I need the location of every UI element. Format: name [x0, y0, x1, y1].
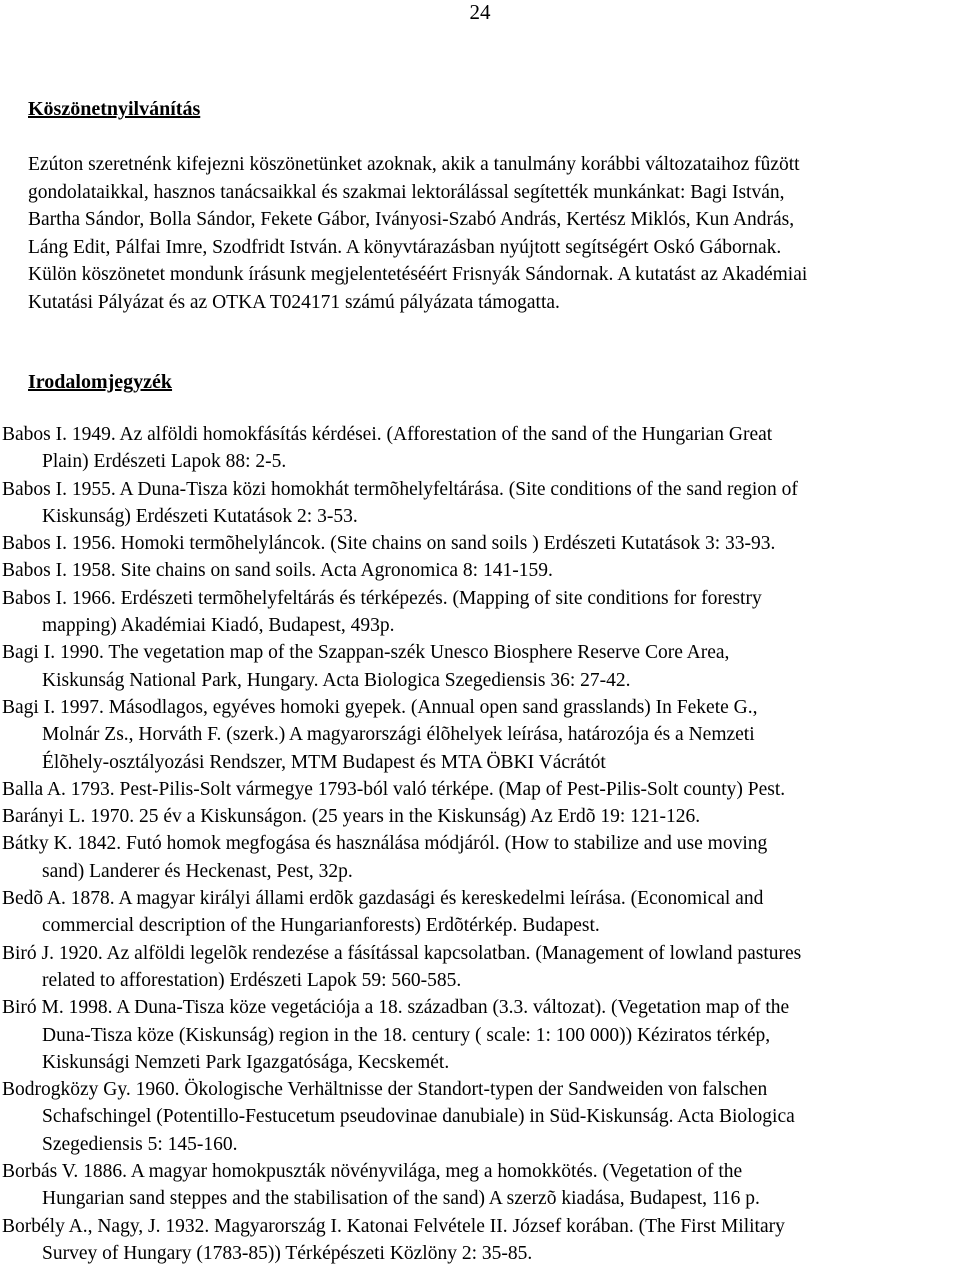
reference-entry — [0, 830, 960, 885]
reference-entry — [0, 476, 960, 531]
reference-line-continued: Duna-Tisza köze (Kiskunság) region in the 18. century ( scale: 1: 100 000)) Kéziratos térkép, — [42, 1024, 771, 1046]
reference-line: Bagi I. 1990. The vegetation map of the Szappan-szék Unesco Biosphere Reserve Core Area, — [2, 642, 730, 664]
acknowledgements-heading: Köszönetnyilvánítás — [28, 98, 201, 120]
reference-line-continued: Kiskunság National Park, Hungary. Acta Biologica Szegediensis 36: 27-42. — [42, 669, 631, 691]
reference-line: Bátky K. 1842. Futó homok megfogása és használása módjáról. (How to stabilize and use moving — [2, 833, 768, 855]
reference-line: Biró J. 1920. Az alföldi legelõk rendezése a fásítással kapcsolatban. (Management of lowland pastures — [2, 942, 802, 964]
reference-entry — [0, 530, 960, 557]
reference-entry — [0, 1158, 960, 1213]
reference-entry — [0, 639, 960, 694]
reference-line: Biró M. 1998. A Duna-Tisza köze vegetációja a 18. században (3.3. változat). (Vegetation map of the — [2, 997, 790, 1019]
reference-entry — [0, 421, 960, 476]
reference-line-continued: Survey of Hungary (1783-85)) Térképészeti Közlöny 2: 35-85. — [42, 1242, 533, 1264]
acknowledgements-line: Külön köszönetet mondunk írásunk megjelentetéséért Frisnyák Sándornak. A kutatást az Akadémiai — [28, 264, 808, 286]
reference-line: Bedõ A. 1878. A magyar királyi állami erdõk gazdasági és kereskedelmi leírása. (Economical and — [2, 888, 764, 910]
reference-line-continued: Molnár Zs., Horváth F. (szerk.) A magyarországi élõhelyek leírása, határozója és a Nemzeti — [42, 724, 755, 746]
reference-entry — [0, 940, 960, 995]
reference-line: Babos I. 1966. Erdészeti termõhelyfeltárás és térképezés. (Mapping of site conditions for forestry — [2, 587, 762, 609]
acknowledgements-line: Kutatási Pályázat és az OTKA T024171 számú pályázata támogatta. — [28, 291, 560, 313]
references-heading: Irodalomjegyzék — [28, 371, 173, 393]
reference-entry — [0, 1213, 960, 1267]
reference-line-continued: Schafschingel (Potentillo-Festucetum pseudovinae danubiale) in Süd-Kiskunság. Acta Biologica — [42, 1106, 795, 1128]
reference-entry — [0, 585, 960, 640]
reference-line: Borbás V. 1886. A magyar homokpuszták növényvilága, meg a homokkötés. (Vegetation of the — [2, 1161, 743, 1183]
reference-entry — [0, 994, 960, 1076]
reference-line: Balla A. 1793. Pest-Pilis-Solt vármegye 1793-ból való térképe. (Map of Pest-Pilis-Solt county) Pest. — [2, 778, 786, 800]
reference-line: Barányi L. 1970. 25 év a Kiskunságon. (25 years in the Kiskunság) Az Erdõ 19: 121-126. — [2, 806, 701, 828]
reference-entry — [0, 1076, 960, 1158]
reference-entry — [0, 776, 960, 803]
reference-line-continued: sand) Landerer és Heckenast, Pest, 32p. — [42, 860, 353, 882]
reference-line: Bagi I. 1997. Másodlagos, egyéves homoki gyepek. (Annual open sand grasslands) In Fekete G., — [2, 696, 758, 718]
reference-line-continued: Hungarian sand steppes and the stabilisation of the sand) A szerzõ kiadása, Budapest, 116 p. — [42, 1188, 760, 1210]
reference-entry — [0, 694, 960, 776]
reference-entry — [0, 803, 960, 830]
reference-line-continued: commercial description of the Hungarianforests) Erdõtérkép. Budapest. — [42, 915, 600, 937]
reference-line-continued: Kiskunság) Erdészeti Kutatások 2: 3-53. — [42, 505, 358, 527]
reference-entry — [0, 885, 960, 940]
reference-line-continued: mapping) Akadémiai Kiadó, Budapest, 493p. — [42, 615, 395, 637]
page-number: 24 — [469, 0, 491, 24]
reference-entry — [0, 557, 960, 584]
reference-line: Borbély A., Nagy, J. 1932. Magyarország I. Katonai Felvétele II. József korában. (The First Military — [2, 1215, 785, 1237]
acknowledgements-paragraph — [28, 151, 958, 317]
reference-line: Babos I. 1949. Az alföldi homokfásítás kérdései. (Afforestation of the sand of the Hungarian Great — [2, 424, 773, 445]
reference-line: Babos I. 1956. Homoki termõhelyláncok. (Site chains on sand soils ) Erdészeti Kutatások 3: 33-93. — [2, 533, 776, 555]
acknowledgements-line: Bartha Sándor, Bolla Sándor, Fekete Gábor, Iványosi-Szabó András, Kertész Miklós, Kun András, — [28, 209, 795, 231]
reference-line-continued: Szegediensis 5: 145-160. — [42, 1133, 238, 1155]
reference-line: Babos I. 1955. A Duna-Tisza közi homokhát termõhelyfeltárása. (Site conditions of the sand region of — [2, 478, 798, 500]
reference-list — [0, 421, 960, 1267]
acknowledgements-line: gondolataikkal, hasznos tanácsaikkal és szakmai lektorálással segítették munkánkat: Bagi István, — [28, 181, 785, 203]
reference-line-continued: related to afforestation) Erdészeti Lapok 59: 560-585. — [42, 969, 462, 991]
reference-line-continued: Kiskunsági Nemzeti Park Igazgatósága, Kecskemét. — [42, 1051, 450, 1073]
acknowledgements-line: Láng Edit, Pálfai Imre, Szodfridt István. A könyvtárazásban nyújtott segítségért Oskó Gábornak. — [28, 236, 782, 258]
reference-line: Bodrogközy Gy. 1960. Ökologische Verhältnisse der Standort-typen der Sandweiden von falschen — [2, 1079, 768, 1101]
reference-line-continued: Élõhely-osztályozási Rendszer, MTM Budapest és MTA ÖBKI Vácrátót — [42, 751, 606, 773]
reference-line-continued: Plain) Erdészeti Lapok 88: 2-5. — [42, 451, 287, 473]
reference-line: Babos I. 1958. Site chains on sand soils. Acta Agronomica 8: 141-159. — [2, 560, 553, 582]
acknowledgements-line: Ezúton szeretnénk kifejezni köszönetünket azoknak, akik a tanulmány korábbi változataihoz fûzött — [28, 154, 800, 175]
